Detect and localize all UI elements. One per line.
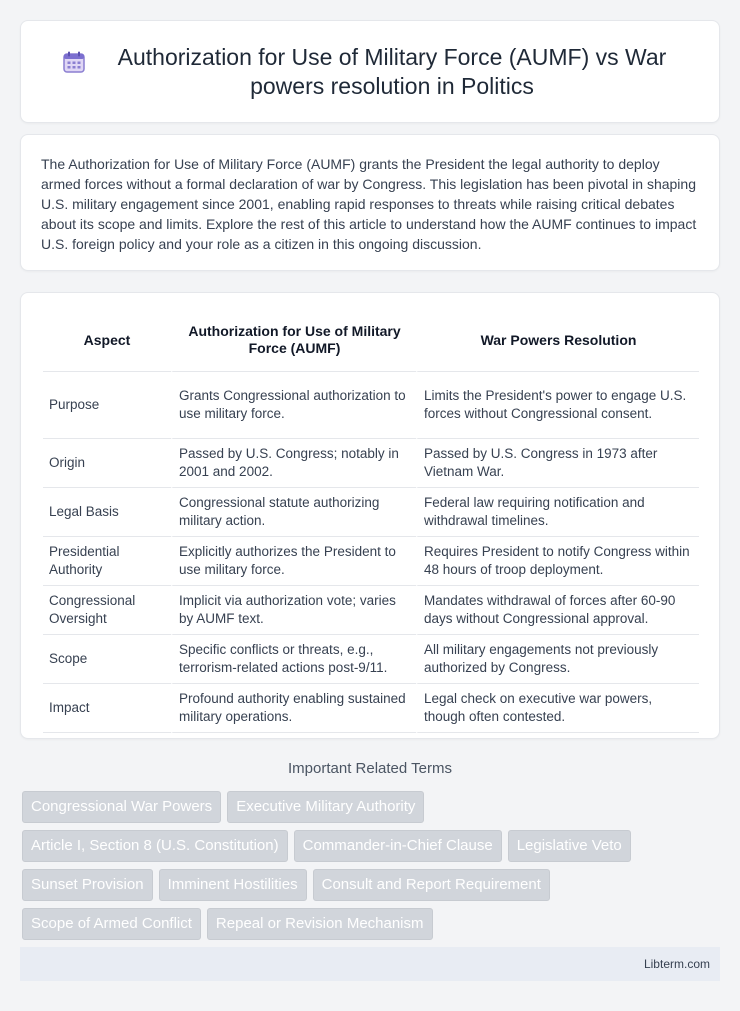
related-term-tag[interactable]: Article I, Section 8 (U.S. Constitution) <box>22 830 288 862</box>
related-term-tag[interactable]: Scope of Armed Conflict <box>22 908 201 940</box>
row-aumf: Implicit via authorization vote; varies by AUMF text. <box>171 586 416 635</box>
header-aspect: Aspect <box>43 309 171 372</box>
related-term-tag[interactable]: Legislative Veto <box>508 830 631 862</box>
comparison-table <box>43 309 699 733</box>
table-row <box>43 488 699 537</box>
related-term-tag[interactable]: Congressional War Powers <box>22 791 221 823</box>
row-aspect: Presidential Authority <box>43 537 171 586</box>
related-term-tag[interactable]: Executive Military Authority <box>227 791 424 823</box>
table-row <box>43 537 699 586</box>
table-row <box>43 635 699 684</box>
calendar-icon <box>61 49 87 75</box>
row-aumf: Specific conflicts or threats, e.g., terrorism-related actions post-9/11. <box>171 635 416 684</box>
row-aspect: Legal Basis <box>43 488 171 537</box>
related-term-tag[interactable]: Commander-in-Chief Clause <box>294 830 502 862</box>
table-row <box>43 684 699 733</box>
related-term-tag[interactable]: Sunset Provision <box>22 869 153 901</box>
footer-brand-link[interactable]: Libterm.com <box>643 957 710 971</box>
header-wpr: War Powers Resolution <box>416 309 699 372</box>
row-aspect: Impact <box>43 684 171 733</box>
page-title: Authorization for Use of Military Force (AUMF) vs War powers resolution in Politics <box>117 43 667 99</box>
related-terms-title: Important Related Terms <box>288 760 452 777</box>
row-wpr: Federal law requiring notification and withdrawal timelines. <box>416 488 699 537</box>
intro-card <box>20 134 720 271</box>
related-term-tag[interactable]: Consult and Report Requirement <box>313 869 550 901</box>
table-row <box>43 586 699 635</box>
comparison-table-card <box>20 292 720 739</box>
row-wpr: All military engagements not previously authorized by Congress. <box>416 635 699 684</box>
header-aumf: Authorization for Use of Military Force (AUMF) <box>171 309 416 372</box>
row-aspect: Congressional Oversight <box>43 586 171 635</box>
table-header-row <box>43 309 699 372</box>
row-wpr: Limits the President's power to engage U.S. forces without Congressional consent. <box>416 372 699 439</box>
row-wpr: Passed by U.S. Congress in 1973 after Vietnam War. <box>416 439 699 488</box>
related-term-tag[interactable]: Repeal or Revision Mechanism <box>207 908 433 940</box>
row-aumf: Grants Congressional authorization to use military force. <box>171 372 416 439</box>
row-aumf: Passed by U.S. Congress; notably in 2001 and 2002. <box>171 439 416 488</box>
intro-text: The Authorization for Use of Military Force (AUMF) grants the President the legal authority to deploy armed forces without a formal declaration of war by Congress. This legislation has been pivotal in shaping U.S. military engagement since 2001, enabling rapid responses to threats while raising critical debates about its scope and limits. Explore the rest of this article to understand how the AUMF continues to impact U.S. foreign policy and your role as a citizen in this ongoing discussion. <box>41 156 697 252</box>
table-row <box>43 372 699 439</box>
row-aspect: Scope <box>43 635 171 684</box>
row-wpr: Requires President to notify Congress within 48 hours of troop deployment. <box>416 537 699 586</box>
row-aumf: Explicitly authorizes the President to use military force. <box>171 537 416 586</box>
footer <box>20 947 720 981</box>
related-term-tag[interactable]: Imminent Hostilities <box>159 869 307 901</box>
row-aumf: Congressional statute authorizing military action. <box>171 488 416 537</box>
row-aumf: Profound authority enabling sustained military operations. <box>171 684 416 733</box>
title-card <box>20 20 720 123</box>
related-terms-list <box>22 791 722 947</box>
row-aspect: Origin <box>43 439 171 488</box>
table-row <box>43 439 699 488</box>
row-wpr: Mandates withdrawal of forces after 60-90 days without Congressional approval. <box>416 586 699 635</box>
row-wpr: Legal check on executive war powers, though often contested. <box>416 684 699 733</box>
row-aspect: Purpose <box>43 372 171 439</box>
